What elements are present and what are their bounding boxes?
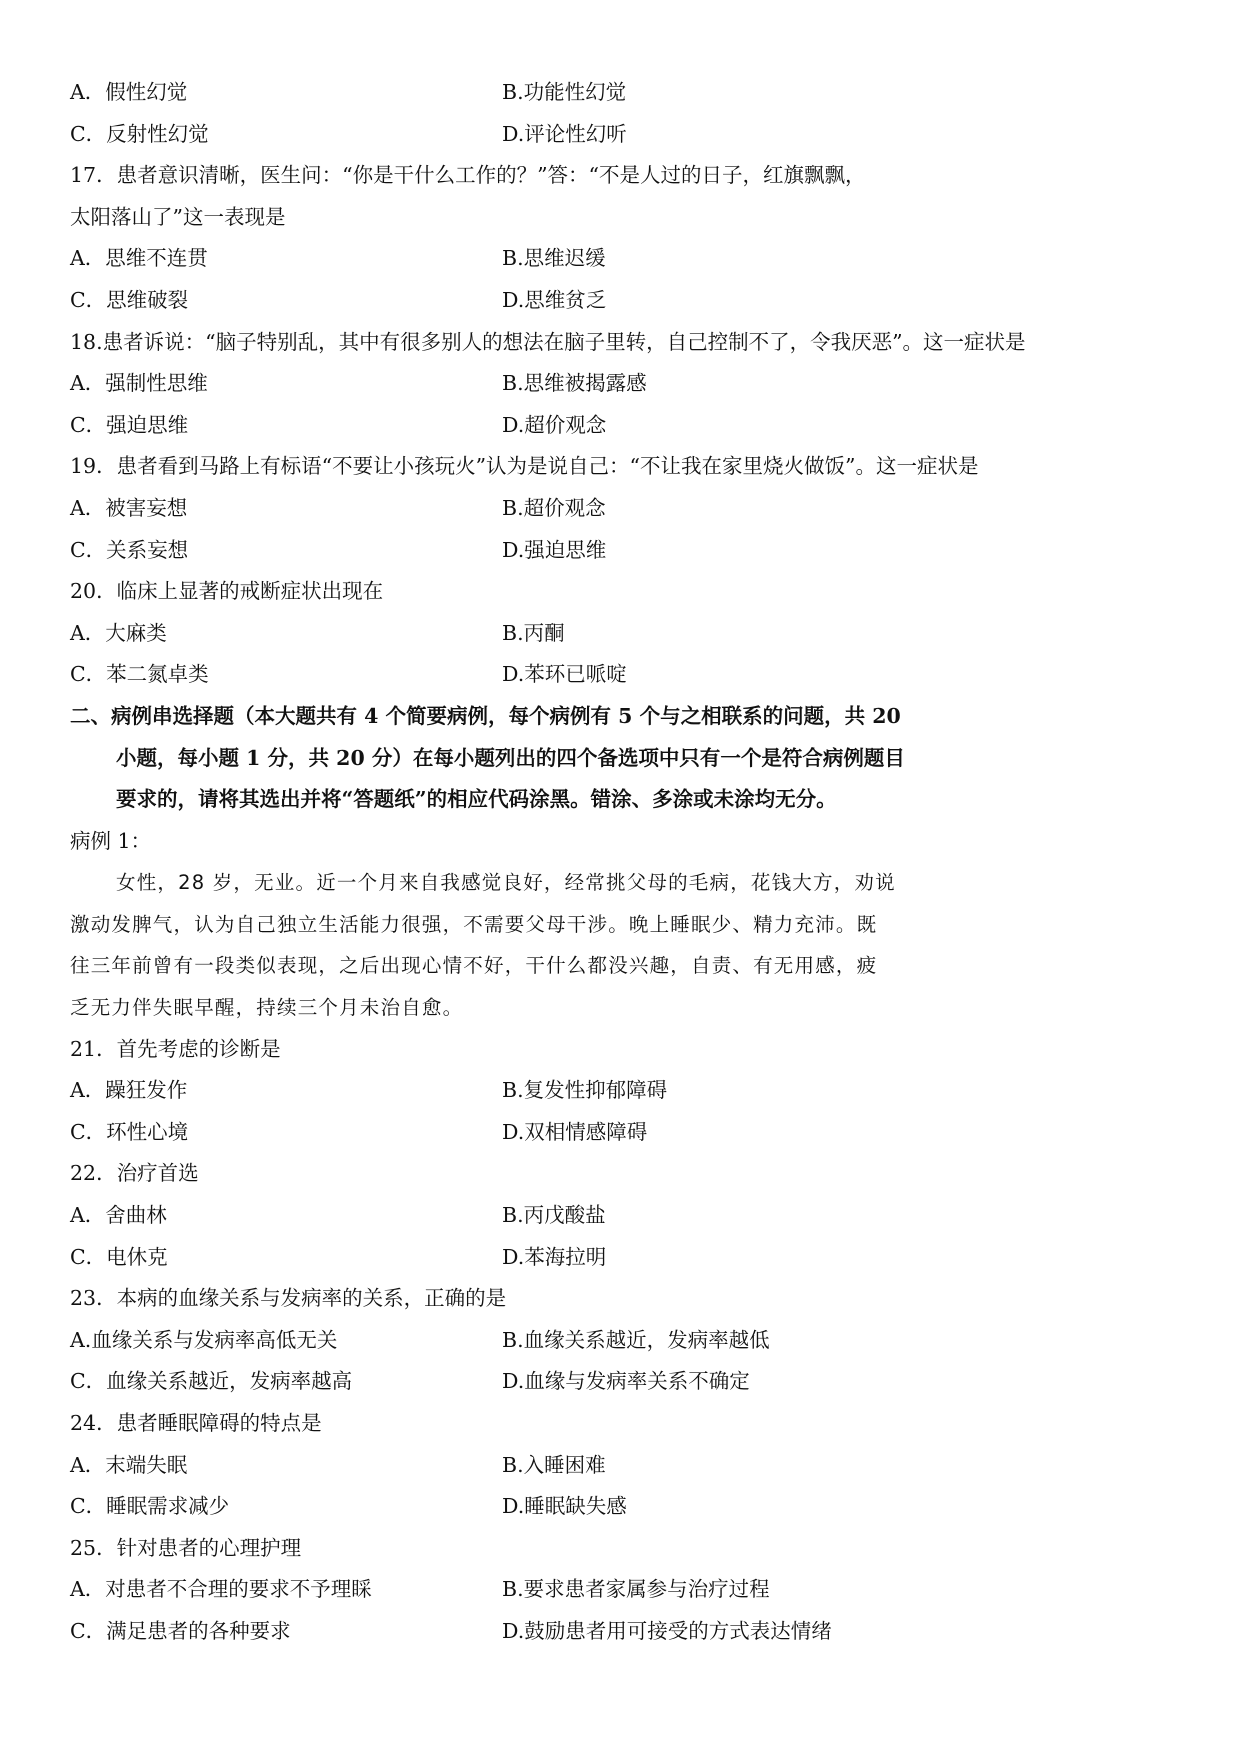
option-b: B.思维被揭露感 — [502, 371, 647, 396]
question-stem: 22．治疗首选 — [70, 1161, 199, 1186]
section-heading-cont: 小题，每小题 1 分，共 20 分）在每小题列出的四个备选项中只有一个是符合病例题目 — [116, 745, 905, 770]
options-row — [70, 1569, 1180, 1611]
options-row — [70, 654, 1180, 696]
options-row — [70, 363, 1180, 405]
option-a: A．强制性思维 — [70, 371, 208, 396]
question-stem: 25．针对患者的心理护理 — [70, 1535, 302, 1560]
options-row — [70, 613, 1180, 655]
option-b: B.超价观念 — [502, 495, 606, 520]
question-stem: 21．首先考虑的诊断是 — [70, 1036, 281, 1061]
option-c: C．睡眠需求减少 — [70, 1494, 230, 1519]
case-text: 往三年前曾有一段类似表现，之后出现心情不好，干什么都没兴趣，自责、有无用感，疲 — [70, 954, 878, 978]
option-d: D.苯海拉明 — [502, 1244, 607, 1269]
case-text: 乏无力伴失眠早醒，持续三个月未治自愈。 — [70, 996, 464, 1020]
options-row — [70, 1195, 1180, 1237]
option-d: D.评论性幻听 — [502, 121, 627, 146]
option-a: A．大麻类 — [70, 620, 167, 645]
option-a: A．躁狂发作 — [70, 1078, 188, 1103]
options-row — [70, 72, 1180, 114]
options-row — [70, 280, 1180, 322]
option-d: D.苯环已哌啶 — [502, 662, 627, 687]
options-row — [70, 1361, 1180, 1403]
options-row — [70, 1070, 1180, 1112]
option-c: C．苯二氮卓类 — [70, 662, 209, 687]
option-b: B.丙酮 — [502, 620, 565, 645]
option-c: C．关系妄想 — [70, 537, 189, 562]
option-b: B.要求患者家属参与治疗过程 — [502, 1577, 770, 1602]
question-stem: 18.患者诉说：“脑子特别乱，其中有很多别人的想法在脑子里转，自己控制不了，令我厌恶”。这一症状是 — [70, 329, 1026, 354]
question-stem: 19．患者看到马路上有标语“不要让小孩玩火”认为是说自己：“不让我在家里烧火做饭”。这一症状是 — [70, 454, 979, 479]
question-stem: 24．患者睡眠障碍的特点是 — [70, 1411, 322, 1435]
option-a: A.血缘关系与发病率高低无关 — [70, 1327, 338, 1352]
question-stem-cont: 太阳落山了”这一表现是 — [70, 204, 286, 229]
question-stem: 23．本病的血缘关系与发病率的关系，正确的是 — [70, 1286, 507, 1311]
option-a: A．假性幻觉 — [70, 80, 188, 104]
option-c: C．思维破裂 — [70, 287, 189, 312]
options-row — [70, 488, 1180, 530]
option-b: B.血缘关系越近，发病率越低 — [502, 1327, 770, 1352]
option-a: A．末端失眠 — [70, 1452, 188, 1477]
option-c: C．反射性幻觉 — [70, 121, 209, 146]
exam-page — [70, 72, 1180, 1653]
option-b: B.功能性幻觉 — [502, 80, 627, 104]
option-b: B.思维迟缓 — [502, 246, 606, 271]
option-c: C．环性心境 — [70, 1119, 189, 1144]
option-d: D.血缘与发病率关系不确定 — [502, 1369, 750, 1394]
option-c: C．血缘关系越近，发病率越高 — [70, 1369, 353, 1394]
option-d: D.思维贫乏 — [502, 287, 607, 312]
option-d: D.睡眠缺失感 — [502, 1494, 627, 1519]
option-d: D.鼓励患者用可接受的方式表达情绪 — [502, 1618, 832, 1643]
section-heading: 二、病例串选择题（本大题共有 4 个简要病例，每个病例有 5 个与之相联系的问题，共 20 — [70, 703, 901, 728]
option-c: C．强迫思维 — [70, 412, 189, 437]
case-title: 病例 1： — [70, 828, 152, 853]
question-stem: 17．患者意识清晰，医生问：“你是干什么工作的？”答：“不是人过的日子，红旗飘飘， — [70, 163, 866, 188]
options-row — [70, 1611, 1180, 1653]
option-b: B.复发性抑郁障碍 — [502, 1078, 668, 1103]
case-text: 女性，28 岁，无业。近一个月来自我感觉良好，经常挑父母的毛病，花钱大方，劝说 — [116, 871, 896, 895]
options-row — [70, 1237, 1180, 1279]
options-row — [70, 530, 1180, 572]
options-row — [70, 238, 1180, 280]
option-d: D.超价观念 — [502, 412, 607, 437]
option-a: A．舍曲林 — [70, 1203, 167, 1228]
option-a: A．被害妄想 — [70, 495, 188, 520]
options-row — [70, 1112, 1180, 1154]
question-stem: 20．临床上显著的戒断症状出现在 — [70, 579, 384, 604]
options-row — [70, 1486, 1180, 1528]
section-heading-cont: 要求的，请将其选出并将“答题纸”的相应代码涂黑。错涂、多涂或未涂均无分。 — [116, 787, 837, 812]
option-d: D.强迫思维 — [502, 537, 607, 562]
options-row — [70, 1320, 1180, 1362]
option-c: C．电休克 — [70, 1244, 168, 1269]
option-a: A．对患者不合理的要求不予理睬 — [70, 1577, 372, 1602]
options-row — [70, 114, 1180, 156]
options-row — [70, 405, 1180, 447]
case-text: 激动发脾气，认为自己独立生活能力很强，不需要父母干涉。晚上睡眠少、精力充沛。既 — [70, 912, 878, 936]
option-d: D.双相情感障碍 — [502, 1119, 648, 1144]
option-b: B.丙戊酸盐 — [502, 1203, 606, 1228]
option-b: B.入睡困难 — [502, 1452, 606, 1477]
option-c: C．满足患者的各种要求 — [70, 1618, 291, 1643]
option-a: A．思维不连贯 — [70, 246, 208, 271]
options-row — [70, 1445, 1180, 1487]
